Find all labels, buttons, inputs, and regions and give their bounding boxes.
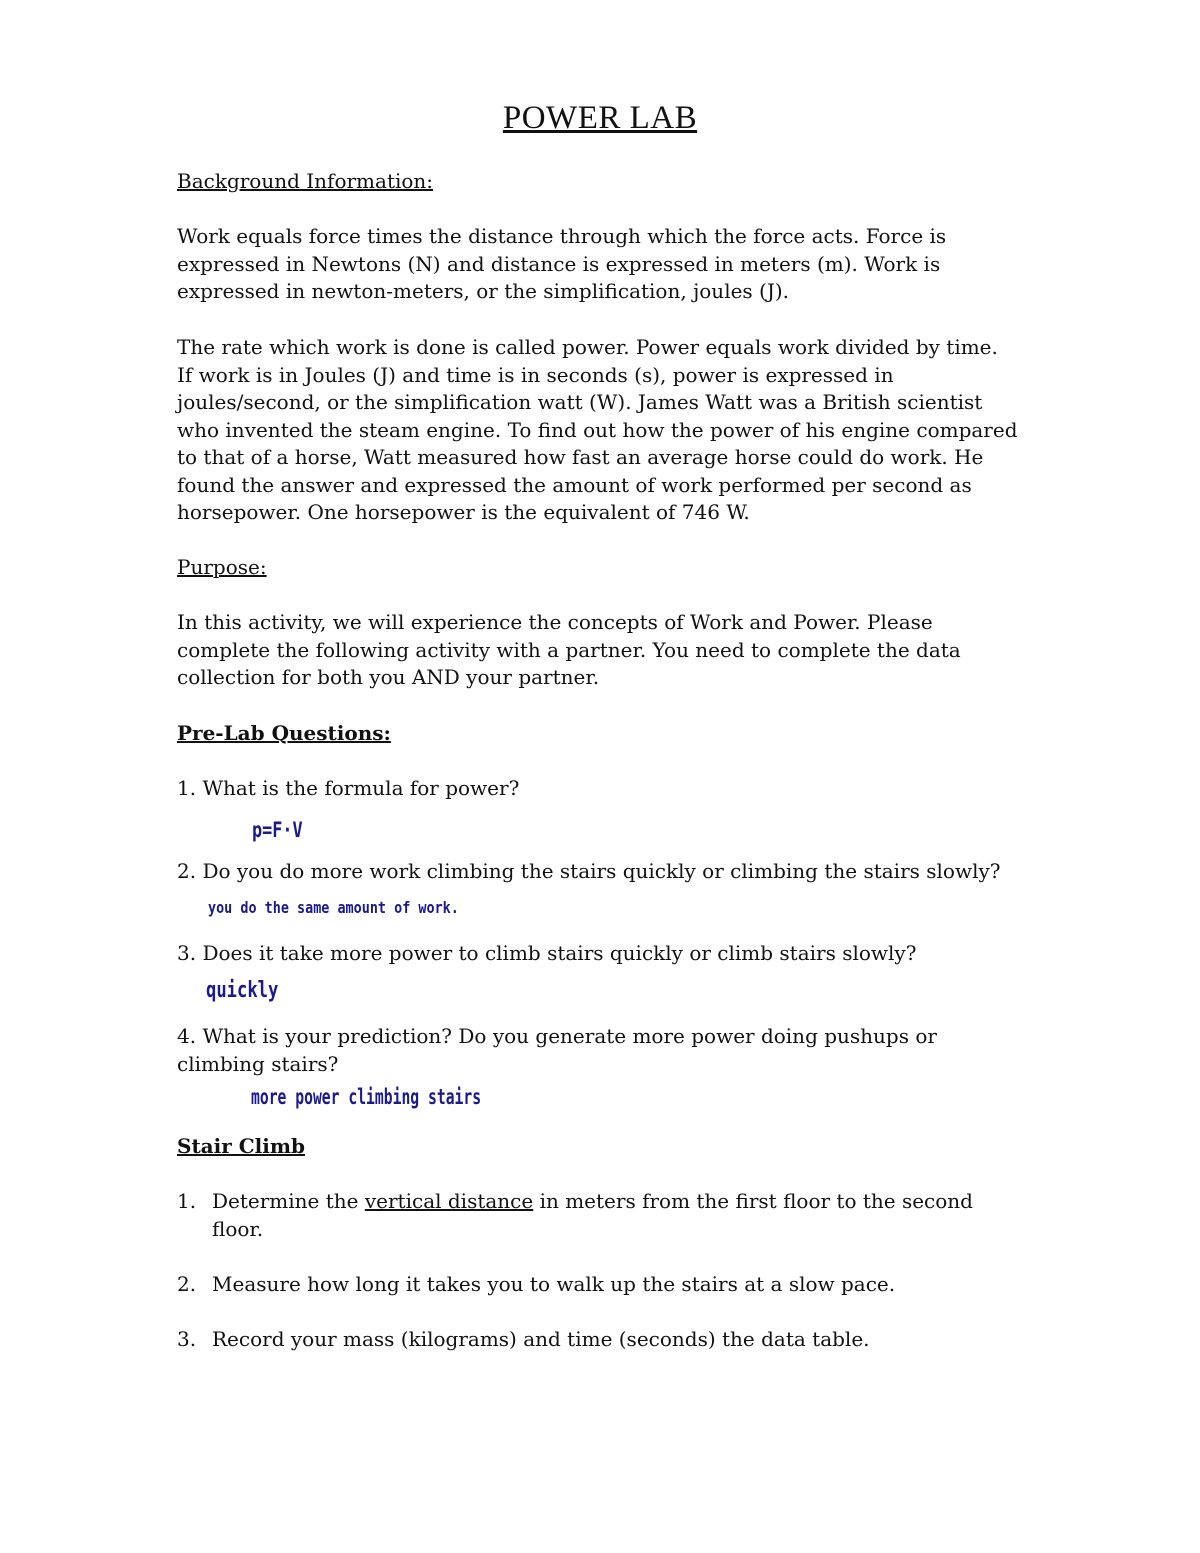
text-line: horsepower. One horsepower is the equivalent of 746 W. bbox=[177, 500, 750, 524]
stair-climb-step-1 bbox=[177, 1188, 1077, 1243]
text-line: collection for both you AND your partner. bbox=[177, 665, 600, 689]
list-number: 2. bbox=[177, 1272, 197, 1296]
text-line: In this activity, we will experience the concepts of Work and Power. Please bbox=[177, 610, 933, 634]
purpose-paragraph bbox=[177, 609, 1077, 692]
stair-climb-step-2 bbox=[177, 1271, 1077, 1299]
prelab-question-2: 2. Do you do more work climbing the stairs quickly or climbing the stairs slowly? bbox=[177, 859, 1001, 883]
list-text: Determine the vertical distance in meters from the first floor to the second floor. bbox=[212, 1189, 973, 1241]
text-line: The rate which work is done is called power. Power equals work divided by time. bbox=[177, 335, 998, 359]
stair-climb-heading: Stair Climb bbox=[177, 1134, 305, 1158]
list-item bbox=[177, 1188, 1077, 1243]
prelab-question-1: 1. What is the formula for power? bbox=[177, 776, 520, 800]
list-item bbox=[177, 1271, 1077, 1299]
underlined-term: vertical distance bbox=[364, 1189, 534, 1213]
background-paragraph-1 bbox=[177, 223, 1077, 306]
text-line: If work is in Joules (J) and time is in seconds (s), power is expressed in bbox=[177, 362, 894, 387]
list-text: Record your mass (kilograms) and time (seconds) the data table. bbox=[212, 1327, 870, 1351]
text-line: 4. What is your prediction? Do you generate more power doing pushups or bbox=[177, 1024, 937, 1048]
list-item bbox=[177, 1326, 1077, 1354]
text-line: climbing stairs? bbox=[177, 1051, 339, 1076]
prelab-question-3: 3. Does it take more power to climb stairs quickly or climb stairs slowly? bbox=[177, 941, 917, 965]
text-line: joules/second, or the simplification watt (W). James Watt was a British scientist bbox=[177, 390, 983, 414]
text-line: found the answer and expressed the amount of work performed per second as bbox=[177, 472, 972, 497]
text-line: expressed in newton-meters, or the simplification, joules (J). bbox=[177, 279, 790, 303]
text-line: Work equals force times the distance through which the force acts. Force is bbox=[177, 224, 947, 248]
page-title: POWER LAB bbox=[502, 100, 698, 136]
list-text: Measure how long it takes you to walk up the stairs at a slow pace. bbox=[212, 1272, 896, 1296]
text-line: who invented the steam engine. To find out how the power of his engine compared bbox=[177, 417, 1018, 442]
text-line: to that of a horse, Watt measured how fast an average horse could do work. He bbox=[177, 445, 984, 469]
background-heading: Background Information: bbox=[177, 169, 434, 193]
text-line: expressed in Newtons (N) and distance is expressed in meters (m). Work is bbox=[177, 251, 941, 276]
handwritten-answer-4: more power climbing stairs bbox=[251, 1085, 482, 1109]
list-number: 3. bbox=[177, 1327, 197, 1351]
prelab-heading: Pre-Lab Questions: bbox=[177, 721, 391, 745]
handwritten-answer-2: you do the same amount of work. bbox=[208, 898, 459, 917]
prelab-question-4 bbox=[177, 1023, 1077, 1078]
list-number: 1. bbox=[177, 1189, 197, 1213]
text-line: complete the following activity with a partner. You need to complete the data bbox=[177, 637, 961, 662]
handwritten-answer-1: p=F·V bbox=[252, 818, 303, 842]
purpose-heading: Purpose: bbox=[177, 555, 267, 579]
stair-climb-step-3 bbox=[177, 1326, 1077, 1354]
background-paragraph-2 bbox=[177, 334, 1077, 527]
handwritten-answer-3: quickly bbox=[206, 978, 279, 1003]
